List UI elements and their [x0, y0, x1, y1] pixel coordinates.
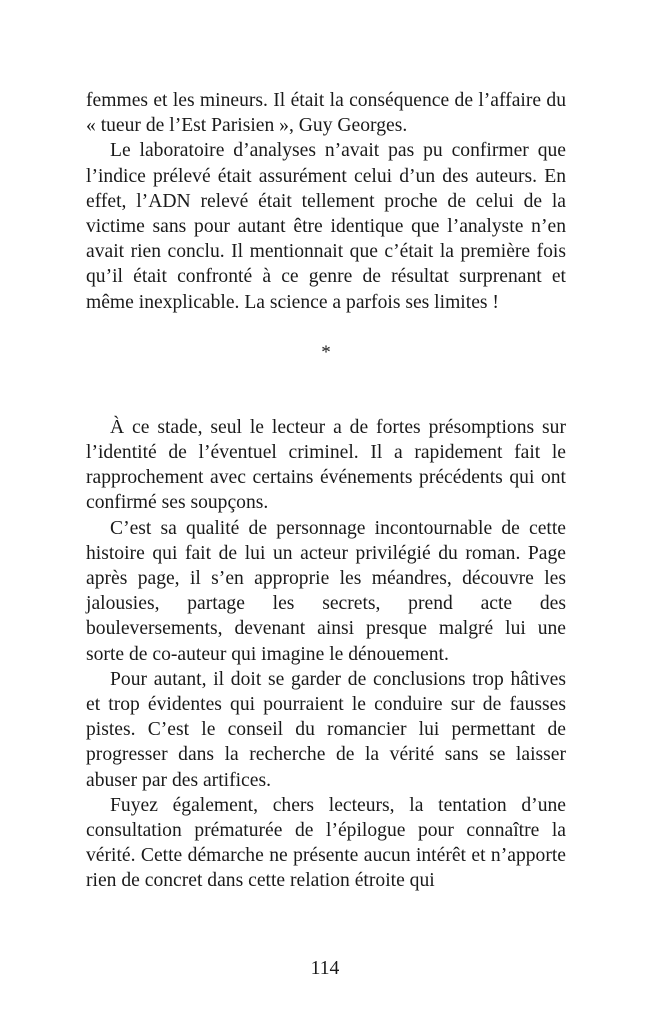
paragraph-continuation: femmes et les mineurs. Il était la conséquence de l’affaire du « tueur de l’Est Parisien », Guy Georges. [86, 90, 566, 137]
paragraph-epilogue-warning: Fuyez également, chers lecteurs, la tentation d’une consultation prématurée de l’épilogue pour connaître la vérité. Cette démarche ne présente aucun intérêt et n’apporte rien de concret dans cette relation étroite qui [86, 794, 566, 892]
paragraph-character-quality: C’est sa qualité de personnage incontournable de cette histoire qui fait de lui un acteur privilégié du roman. Page après page, il s’en approprie les méandres, découvre les jalousies, partage les secrets, prend acte des bouleversements, devenant ainsi presque malgré lui une sorte de co-auteur qui imagine le dénouement. [86, 517, 566, 665]
page-body [86, 88, 566, 894]
page-number: 114 [310, 958, 340, 979]
section-separator: * [321, 341, 331, 363]
paragraph-laboratory: Le laboratoire d’analyses n’avait pas pu confirmer que l’indice prélevé était assurément celui d’un des auteurs. En effet, l’ADN relevé était tellement proche de celui de la victime sans pour autant être identique que l’analyste n’en avait rien conclu. Il mentionnait que c’était la première fois qu’il était confronté à ce genre de résultat surprenant et même inexplicable. La science a parfois ses limites ! [86, 140, 566, 313]
paragraph-false-leads: Pour autant, il doit se garder de conclusions trop hâtives et trop évidentes qui pourraient le conduire sur de fausses pistes. C’est le conseil du romancier lui permettant de progresser dans la recherche de la vérité sans se laisser abuser par des artifices. [86, 668, 566, 791]
paragraph-reader-presumptions: À ce stade, seul le lecteur a de fortes présomptions sur l’identité de l’éventuel criminel. Il a rapidement fait le rapprochement avec certains événements précédents qui ont confirmé ses soupçons. [86, 416, 566, 514]
